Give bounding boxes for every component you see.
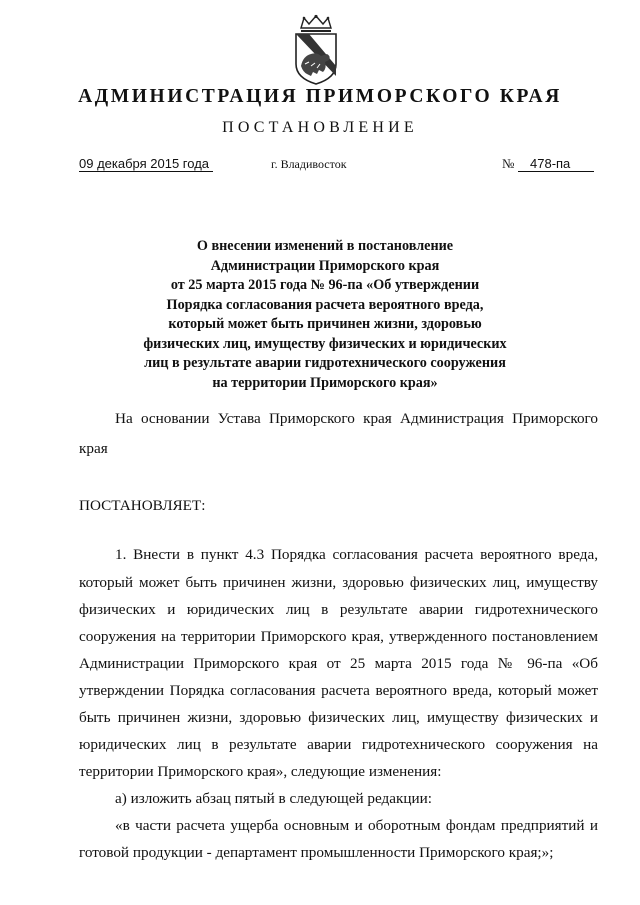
item1-line: утверждении Порядка согласования расчета вероятного вреда, который может [79, 682, 598, 699]
item1-line: территории Приморского края», следующие изменения: [79, 763, 442, 780]
title-line: О внесении изменений в постановление [196, 238, 454, 254]
document-title [100, 237, 550, 393]
item1-line: Администрации Приморского края от 25 марта 2015 года № 96-па «Об [79, 655, 598, 672]
number-label: № [502, 156, 515, 171]
item1-line: быть причинен жизни, здоровью физических лиц, имуществу физических и [79, 709, 598, 726]
title-line: который может быть причинен жизни, здоровью [168, 316, 482, 332]
item1-line: который может быть причинен жизни, здоровью физических лиц, имуществу [79, 574, 598, 591]
resolves-heading: ПОСТАНОВЛЯЕТ: [79, 497, 206, 514]
title-line: на территории Приморского края» [212, 374, 438, 391]
title-line: Порядка согласования расчета вероятного вреда, [166, 296, 484, 313]
item1-line: физических и юридических лиц в результате аварии гидротехнического [79, 601, 598, 618]
title-line: Администрации Приморского края [210, 257, 440, 274]
document-number: 478-па [518, 156, 594, 172]
document-type: ПОСТАНОВЛЕНИЕ [222, 119, 418, 136]
quote-line: «в части расчета ущерба основным и оборотным фондам предприятий и [115, 817, 598, 834]
document-date: 09 декабря 2015 года [79, 156, 213, 172]
document-city: г. Владивосток [271, 157, 347, 171]
item1-line: юридических лиц в результате аварии гидротехнического сооружения на [79, 736, 598, 753]
title-line: физических лиц, имуществу физических и юридических [143, 335, 507, 352]
basis-paragraph-line: На основании Устава Приморского края Администрация Приморского [115, 410, 598, 427]
title-line: от 25 марта 2015 года № 96-па «Об утверждении [170, 277, 480, 293]
subitem-a: а) изложить абзац пятый в следующей редакции: [115, 790, 432, 807]
item1-line: сооружения на территории Приморского края, утвержденного постановлением [79, 628, 598, 645]
title-line: лиц в результате аварии гидротехнического сооружения [144, 355, 506, 371]
item1-line: 1. Внести в пункт 4.3 Порядка согласования расчета вероятного вреда, [115, 546, 598, 563]
quote-line: готовой продукции - департамент промышленности Приморского края;»; [79, 844, 554, 861]
coat-of-arms-emblem [287, 14, 345, 86]
organization-name: АДМИНИСТРАЦИЯ ПРИМОРСКОГО КРАЯ [78, 86, 562, 107]
basis-paragraph-line: края [79, 440, 108, 457]
